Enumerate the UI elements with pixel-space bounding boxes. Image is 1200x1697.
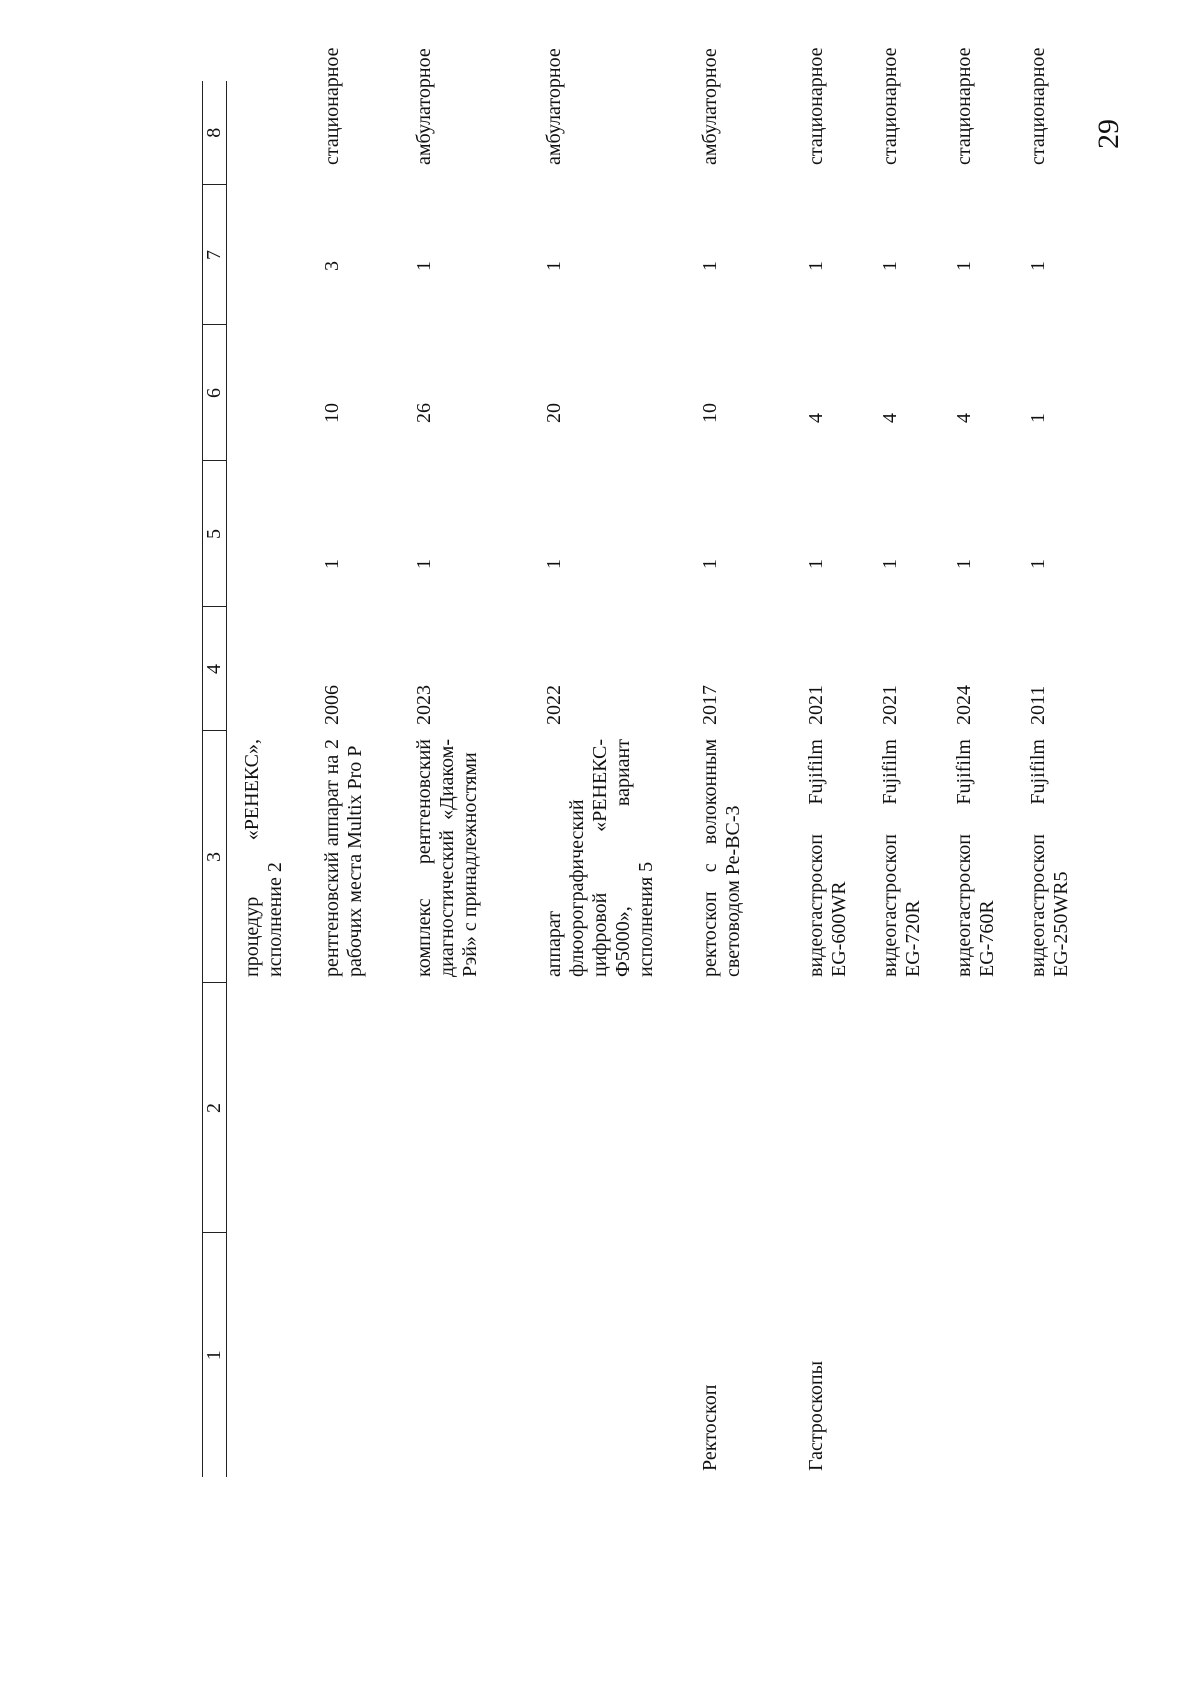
cell-col5: 1 [699,559,721,569]
cell-col7 [227,185,300,325]
usage-type: стационарное [953,47,975,165]
column-number: 3 [203,731,227,983]
table-row [525,81,681,1477]
cell-col7: 1 [879,261,901,271]
cell-col7: 1 [699,261,721,271]
equipment-name: видеогастроскоп Fujifilm EG-720R [879,739,924,977]
usage-type: амбулаторное [413,48,435,165]
table-row [299,81,395,1477]
equipment-group [525,1233,681,1477]
page-number: 29 [1092,119,1125,149]
usage-type: амбулаторное [543,48,565,165]
year-cell: 2022 [543,685,565,725]
cell-col6: 26 [413,403,435,423]
usage-type [227,81,300,185]
column-number: 7 [203,185,227,325]
year-cell: 2006 [321,685,343,725]
year-cell: 2024 [953,685,975,725]
cell-col5: 1 [321,559,343,569]
equipment-group: Гастроскопы [805,1360,827,1471]
equipment-name: процедур «РЕНЕКС», исполнение 2 [241,739,286,977]
equipment-group [863,1233,937,1477]
column-number: 1 [203,1233,227,1477]
equipment-group [937,1233,1011,1477]
column-number: 2 [203,983,227,1233]
equipment-table [202,47,1085,1477]
cell-col7: 3 [321,261,343,271]
cell-col6: 20 [543,403,565,423]
cell-col7: 1 [543,261,565,271]
column-number-row [203,81,227,1477]
cell-col7: 1 [413,261,435,271]
table-row [937,81,1011,1477]
cell-col2 [681,983,787,1233]
table-row [787,81,863,1477]
equipment-name: ректоскоп с волоконным световодом Ре-ВС-3 [699,739,744,977]
cell-col2 [299,983,395,1233]
table-row [395,81,525,1477]
table-row [863,81,937,1477]
equipment-name: аппарат флюорографический цифровой «РЕНЕКС-Ф5000», вариант исполнения 5 [543,739,657,977]
cell-col6: 4 [953,413,975,423]
year-cell: 2023 [413,685,435,725]
equipment-group: Ректоскоп [699,1384,721,1471]
cell-col2 [863,983,937,1233]
usage-type: амбулаторное [699,48,721,165]
equipment-name: видеогастроскоп Fujifilm EG-600WR [805,739,850,977]
cell-col6: 4 [805,413,827,423]
cell-col6 [227,325,300,461]
cell-col7: 1 [1027,261,1049,271]
column-number: 4 [203,607,227,731]
usage-type: стационарное [321,47,343,165]
table-row [227,81,300,1477]
cell-col2 [1011,983,1085,1233]
cell-col5: 1 [1027,559,1049,569]
cell-col2 [787,983,863,1233]
usage-type: стационарное [805,47,827,165]
equipment-name: видеогастроскоп Fujifilm EG-250WR5 [1027,739,1072,977]
equipment-group [1011,1233,1085,1477]
year-cell: 2021 [805,685,827,725]
column-number: 5 [203,461,227,607]
cell-col2 [525,983,681,1233]
column-number: 8 [203,81,227,185]
equipment-name: видеогастроскоп Fujifilm EG-760R [953,739,998,977]
cell-col6: 1 [1027,413,1049,423]
table-row [1011,81,1085,1477]
equipment-name: рентгеновский аппарат на 2 рабочих места Multix Pro P [321,739,366,977]
column-number: 6 [203,325,227,461]
year-cell: 2021 [879,685,901,725]
cell-col5 [227,461,300,607]
year-cell: 2017 [699,685,721,725]
year-cell [227,607,300,731]
equipment-name: комплекс рентгеновский диагностический «Диаком-Рэй» с принадлежностями [413,739,481,977]
cell-col2 [395,983,525,1233]
cell-col2 [937,983,1011,1233]
cell-col5: 1 [543,559,565,569]
year-cell: 2011 [1027,685,1049,725]
usage-type: стационарное [1027,47,1049,165]
table-row [681,81,787,1477]
cell-col5: 1 [413,559,435,569]
equipment-group [227,1233,300,1477]
equipment-group [299,1233,395,1477]
cell-col6: 10 [699,403,721,423]
cell-col6: 10 [321,403,343,423]
cell-col7: 1 [953,261,975,271]
cell-col5: 1 [805,559,827,569]
equipment-group [395,1233,525,1477]
cell-col5: 1 [953,559,975,569]
cell-col5: 1 [879,559,901,569]
cell-col7: 1 [805,261,827,271]
cell-col2 [227,983,300,1233]
usage-type: стационарное [879,47,901,165]
cell-col6: 4 [879,413,901,423]
